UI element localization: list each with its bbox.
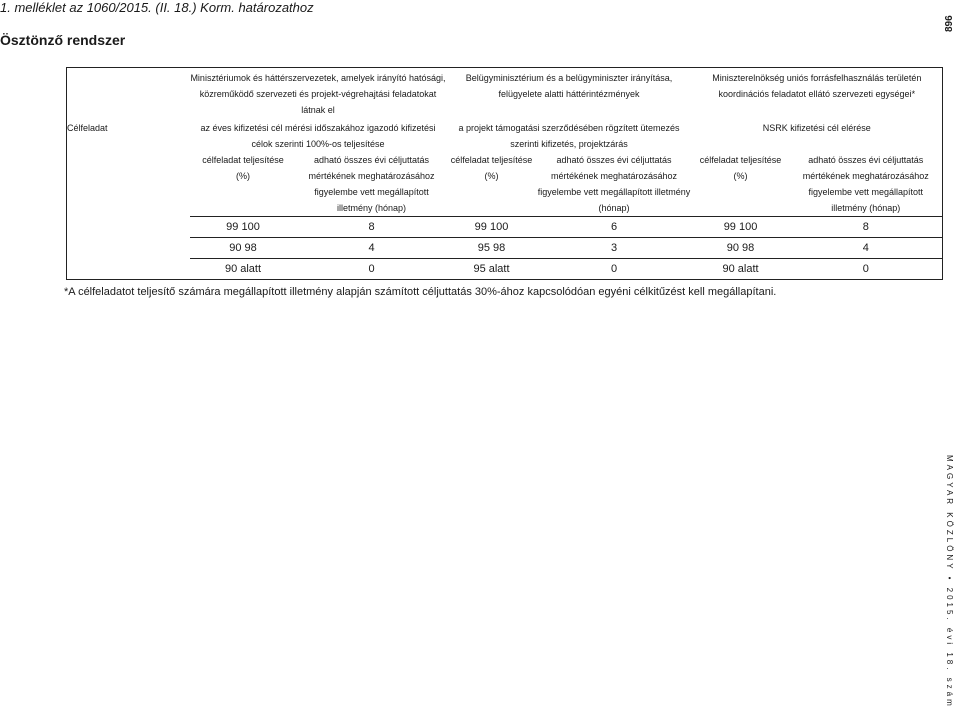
range-cell: 90 alatt (224, 263, 262, 275)
goal-3: NSRK kifizetési cél elérése (762, 123, 871, 133)
goal-2: a projekt támogatási szerződésében rögzített ütemezés szerinti kifizetés, projektzárás (458, 123, 680, 149)
org-header-3: Miniszterelnökség uniós forrásfelhasználás területén koordinációs feladatot ellátó szervezeti egységei* (712, 73, 922, 99)
subheader-bonus-2: adható összes évi céljuttatás mértékének meghatározásához figyelembe vett megállapított illetmény (hónap) (537, 152, 692, 217)
months-cell: 4 (790, 238, 943, 259)
range-cell: 95 98 (447, 238, 537, 259)
table-row (67, 217, 943, 238)
table-row (67, 259, 943, 280)
org-row (67, 68, 943, 121)
range-cell: 99 100 (692, 217, 790, 238)
months-cell: 8 (297, 217, 447, 238)
org-header-2: Belügyminisztérium és a belügyminiszter irányítása, felügyelete alatti háttérintézmények (465, 73, 673, 99)
range-cell: 95 alatt (473, 263, 510, 275)
months-cell: 0 (862, 263, 869, 275)
subheader-performance-3: célfeladat teljesítése (%) (692, 152, 790, 217)
months-cell: 4 (297, 238, 447, 259)
months-cell: 0 (610, 263, 618, 275)
months-cell: 6 (537, 217, 692, 238)
section-title: Ösztönző rendszer (0, 32, 126, 48)
months-cell: 3 (537, 238, 692, 259)
footnote: *A célfeladatot teljesítő számára megállapított illetmény alapján számított céljuttatás 30%-ához kapcsolódóan egyéni célkitűzést kell megállapítani. (64, 286, 777, 298)
subheader-row (67, 152, 943, 217)
goal-1: az éves kifizetési cél mérési időszakához igazodó kifizetési célok szerinti 100%-os teljesítése (200, 123, 436, 149)
range-cell: 90 alatt (722, 263, 759, 275)
page-number: 896 (944, 15, 955, 32)
subheader-bonus-3: adható összes évi céljuttatás mértékének meghatározásához figyelembe vett megállapított illetmény (hónap) (790, 152, 943, 217)
months-cell: 0 (368, 263, 375, 275)
goal-row (67, 120, 943, 152)
journal-side-label: MAGYAR KÖZLÖNY • 2015. évi 18. szám (945, 455, 954, 709)
table-row (67, 238, 943, 259)
header-suffix: határozathoz (234, 0, 314, 15)
row-label-celfeladat: Célfeladat (67, 123, 108, 133)
document-header (0, 0, 314, 15)
org-header-1: Minisztériumok és háttérszervezetek, amelyek irányító hatósági, közreműködő szervezeti és projekt-végrehajtási feladatokat látnak el (190, 73, 446, 115)
subheader-bonus-1: adható összes évi céljuttatás mértékének meghatározásához figyelembe vett megállapított illetmény (hónap) (297, 152, 447, 217)
header-prefix: 1. melléklet az 1060/2015. (II. 18.) Korm. (0, 0, 235, 15)
range-cell: 99 100 (447, 217, 537, 238)
subheader-performance-1: célfeladat teljesítése (%) (190, 152, 297, 217)
range-cell: 90 98 (692, 238, 790, 259)
months-cell: 8 (790, 217, 943, 238)
incentive-table (66, 67, 943, 280)
subheader-performance-2: célfeladat teljesítése (%) (447, 152, 537, 217)
range-cell: 90 98 (190, 238, 297, 259)
range-cell: 99 100 (190, 217, 297, 238)
